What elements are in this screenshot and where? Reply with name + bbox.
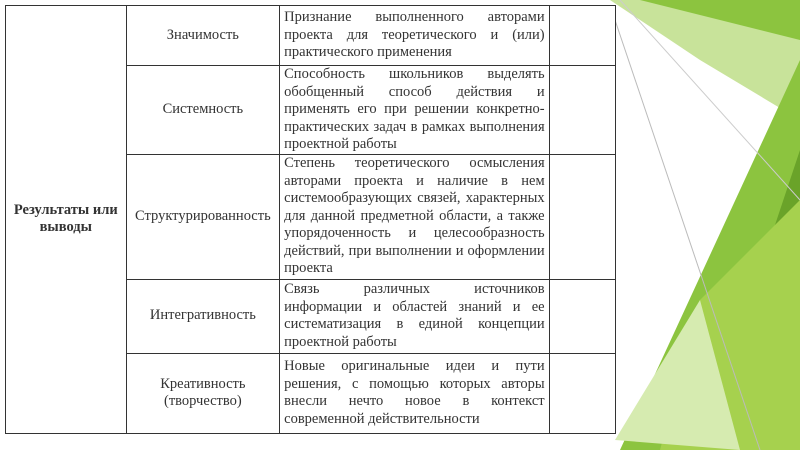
- description-cell: Степень теоретического осмысления авторами проекта и наличие в нем системообразующих связей, характерных для данной предметной области, а также упорядоченность и целесообразность действий, при выполнении и оформлении проекта: [280, 154, 549, 279]
- criterion-cell: Значимость: [126, 6, 280, 66]
- score-cell[interactable]: [549, 66, 615, 155]
- criterion-cell: Креативность (творчество): [126, 353, 280, 433]
- score-cell[interactable]: [549, 279, 615, 353]
- score-cell[interactable]: [549, 154, 615, 279]
- description-cell: Новые оригинальные идеи и пути решения, с помощью которых авторы внесли нечто новое в контекст современной действительности: [280, 353, 549, 433]
- description-cell: Связь различных источников информации и областей знаний и ее систематизация в единой концепции проектной работы: [280, 279, 549, 353]
- category-cell: Результаты или выводы: [6, 6, 127, 434]
- criterion-cell: Структурированность: [126, 154, 280, 279]
- description-cell: Признание выполненного авторами проекта для теоретического и (или) практического применения: [280, 6, 549, 66]
- criterion-cell: Интегративность: [126, 279, 280, 353]
- score-cell[interactable]: [549, 6, 615, 66]
- description-cell: Способность школьников выделять обобщенный способ действия и применять его при решении конкретно-практических задач в рамках выполнения проектной работы: [280, 66, 549, 155]
- table-row: [6, 6, 616, 66]
- criteria-table: [5, 5, 616, 434]
- criterion-cell: Системность: [126, 66, 280, 155]
- score-cell[interactable]: [549, 353, 615, 433]
